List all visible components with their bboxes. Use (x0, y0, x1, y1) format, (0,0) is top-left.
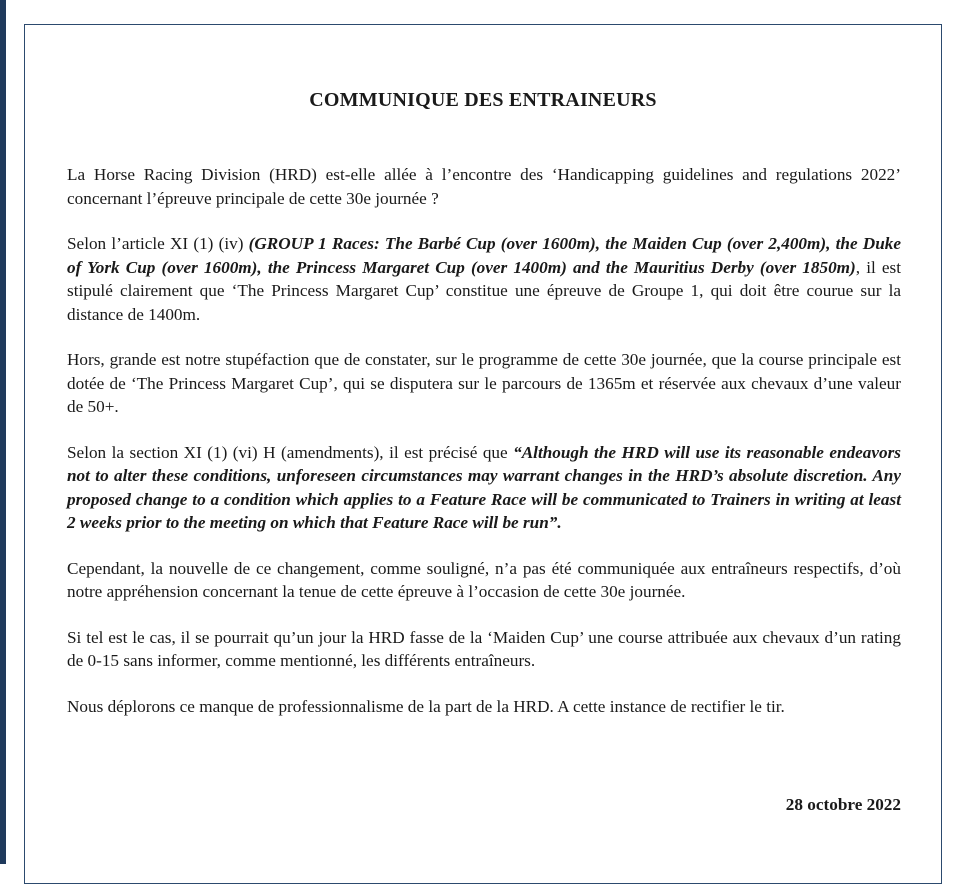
document-date: 28 octobre 2022 (785, 795, 901, 814)
paragraph-7: Nous déplorons ce manque de professionnalisme de la part de la HRD. A cette instance de rectifier le tir. (67, 696, 785, 716)
paragraph-5: Cependant, la nouvelle de ce changement, comme souligné, n’a pas été communiquée aux entraîneurs respectifs, d’où notre appréhension concernant la tenue de cette épreuve à l’occasion de cette 30e journée. (67, 558, 901, 601)
paragraph-3: Hors, grande est notre stupéfaction que de constater, sur le programme de cette 30e journée, que la course principale est dotée de ‘The Princess Margaret Cup’, qui se disputera sur le parcours de 1365m et réservée aux chevaux d’une valeur de 50+. (67, 350, 901, 416)
paragraph-2-intro: Selon l’article XI (1) (iv) (67, 234, 249, 253)
paragraph-2 (67, 232, 901, 326)
paragraph-6: Si tel est le cas, il se pourrait qu’un jour la HRD fasse de la ‘Maiden Cup’ une course attribuée aux chevaux d’un rating de 0-15 sans informer, comme mentionné, les différents entraîneurs. (67, 627, 901, 670)
paragraph-2-group1-list: (GROUP 1 Races: The Barbé Cup (over 1600m), the Maiden Cup (over 2,400m), the Duke of York Cup (over 1600m), the Princess Margaret Cup (over 1400m) and the Mauritius Derby (over 1850m) (67, 234, 901, 277)
paragraph-1: La Horse Racing Division (HRD) est-elle allée à l’encontre des ‘Handicapping guidelines and regulations 2022’ concernant l’épreuve principale de cette 30e journée ? (67, 165, 901, 208)
left-edge-bar (0, 0, 6, 864)
document-title: COMMUNIQUE DES ENTRAINEURS (309, 89, 657, 111)
document-body (67, 163, 901, 740)
paragraph-4-quote: “Although the HRD will use its reasonable endeavors not to alter these conditions, unforeseen circumstances may warrant changes in the HRD’s absolute discretion. Any proposed change to a condition which applies to a Feature Race will be communicated to Trainers in writing at least 2 weeks prior to the meeting on which that Feature Race will be run”. (67, 442, 901, 532)
paragraph-4-intro: Selon la section XI (1) (vi) H (amendments), il est précisé que (67, 442, 514, 462)
paragraph-4 (67, 441, 901, 535)
paragraph-2-rest: , il est stipulé clairement que ‘The Princess Margaret Cup’ constitue une épreuve de Groupe 1, qui doit être courue sur la distance de 1400m. (67, 257, 901, 324)
document-frame (24, 24, 942, 884)
